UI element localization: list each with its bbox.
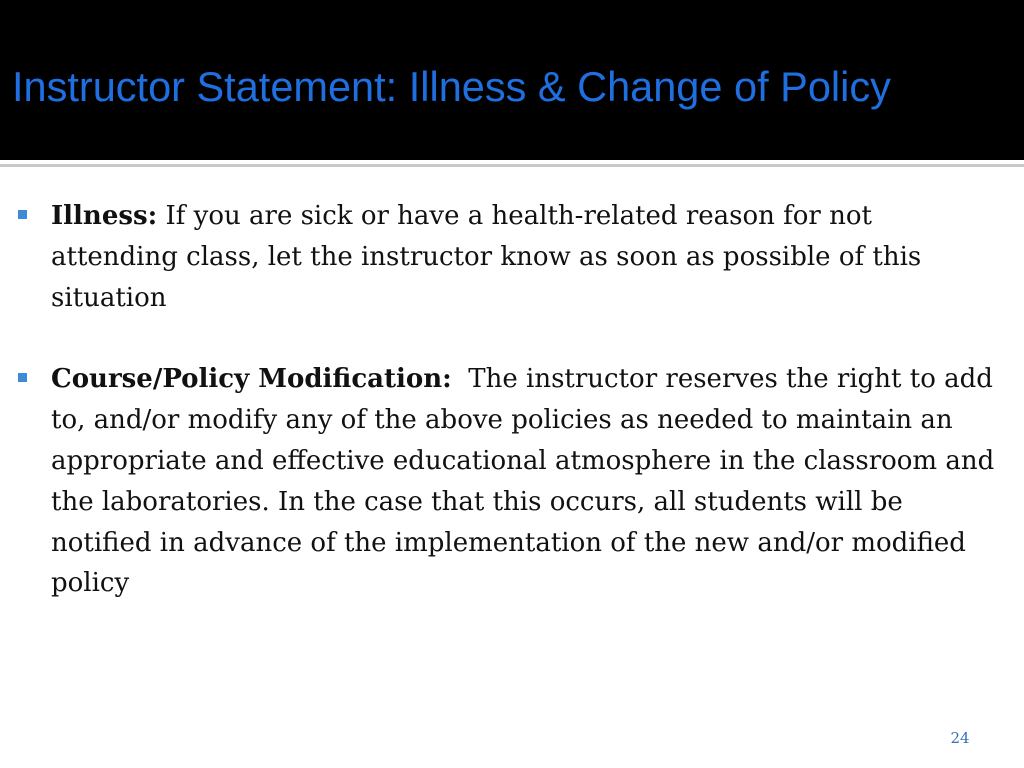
bullet-item-policy-modification: [0, 359, 1001, 604]
bullet-label: Course/Policy Modification:: [51, 364, 452, 395]
bullet-list: [0, 196, 1024, 604]
bullet-text: If you are sick or have a health-related reason for not attending class, let the instructor know as soon as possible of this situation: [51, 201, 922, 313]
bullet-text: The instructor reserves the right to add to, and/or modify any of the above policies as needed to maintain an appropriate and effective educational atmosphere in the classroom and the laboratories. In the case that this occurs, all students will be notified in advance of the implementation of the new and/or modified policy: [51, 364, 995, 599]
bullet-item-illness: [0, 196, 1001, 318]
slide-title: Instructor Statement: Illness & Change of Policy: [12, 63, 891, 110]
square-bullet-icon: [18, 210, 27, 219]
square-bullet-icon: [18, 373, 27, 382]
divider-line: [0, 164, 1024, 167]
title-bar: [0, 0, 1024, 160]
page-number: 24: [950, 729, 970, 747]
bullet-label: Illness:: [51, 201, 158, 231]
